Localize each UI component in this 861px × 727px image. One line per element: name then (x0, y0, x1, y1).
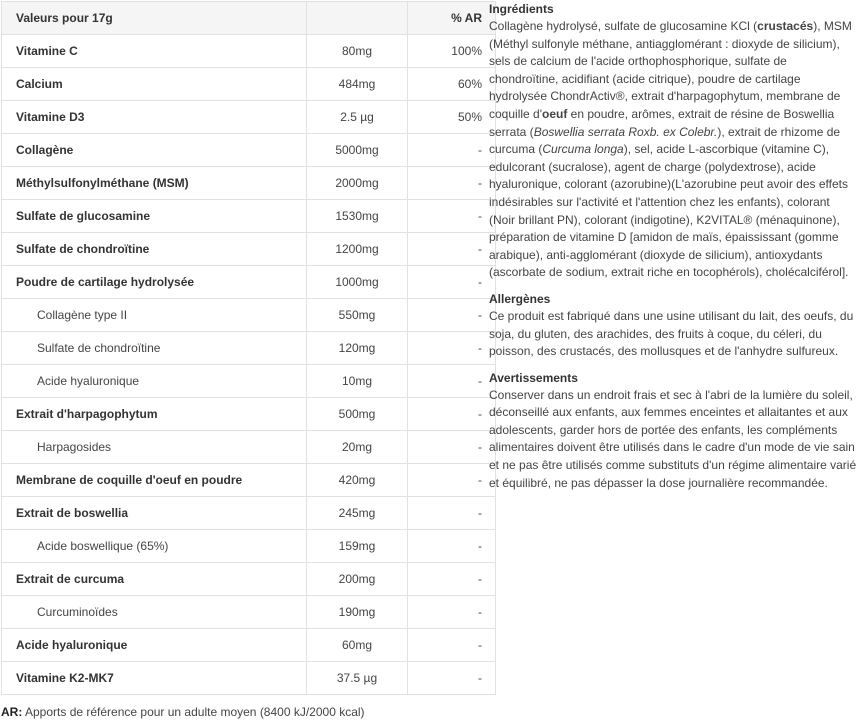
row-name: Membrane de coquille d'oeuf en poudre (2, 464, 307, 497)
table-row (2, 233, 496, 266)
table-row (2, 167, 496, 200)
row-name: Sulfate de glucosamine (2, 200, 307, 233)
row-amount: 20mg (307, 431, 408, 464)
header-amount (307, 2, 408, 35)
warnings-text: Conserver dans un endroit frais et sec à l'abri de la lumière du soleil, déconseillé aux enfants, aux femmes enceintes et allaitantes et aux adolescents, garder hors de portée des enfants, les compléments alimentaires doivent être utilisés dans le cadre d'un mode de vie sain et ne pas être utilisés comme substituts d'un régime alimentaire varié et équilibré, ne pas dépasser la dose journalière recommandée. (489, 387, 857, 490)
row-name: Extrait d'harpagophytum (2, 398, 307, 431)
row-ar: - (408, 398, 496, 431)
row-ar: - (408, 233, 496, 266)
row-ar: - (408, 497, 496, 530)
latin-name: Curcuma longa (542, 142, 624, 157)
footnote-abbr: AR: (1, 705, 23, 719)
row-ar: 100% (408, 35, 496, 68)
row-amount: 1000mg (307, 266, 408, 299)
table-row (2, 464, 496, 497)
ingredients-part: ), sel, acide L-ascorbique (vitamine C), edulcorant (sucralose), agent de charge (polydextrose), acide hyaluronique, colorant (azorubine)(L'azorubine peut avoir des effets indésirables sur l'activité et l'attention chez les enfants), colorant (Noir brillant PN), colorant (indigotine), K2VITAL® (ménaquinone), préparation de vitamine D [amidon de maïs, épaississant (gomme arabique), anti-agglomérant (dioxyde de silicium), antioxydants (ascorbate de sodium, extrait riche en tocophérols), cholécalciférol]. (489, 142, 849, 280)
row-name: Vitamine C (2, 35, 307, 68)
row-amount: 60mg (307, 629, 408, 662)
row-name: Vitamine D3 (2, 101, 307, 134)
row-ar: - (408, 431, 496, 464)
table-row (2, 266, 496, 299)
row-ar: - (408, 266, 496, 299)
table-row (2, 398, 496, 431)
header-ar: % AR (408, 2, 496, 35)
table-row (2, 563, 496, 596)
row-ar: - (408, 464, 496, 497)
row-name: Collagène (2, 134, 307, 167)
row-name: Acide boswellique (65%) (2, 530, 307, 563)
table-row (2, 68, 496, 101)
table-row (2, 134, 496, 167)
row-amount: 550mg (307, 299, 408, 332)
row-amount: 159mg (307, 530, 408, 563)
row-amount: 245mg (307, 497, 408, 530)
row-name: Curcuminoïdes (2, 596, 307, 629)
table-row (2, 431, 496, 464)
row-ar: - (408, 134, 496, 167)
ingredients-title: Ingrédients (489, 2, 554, 16)
table-row (2, 200, 496, 233)
row-amount: 500mg (307, 398, 408, 431)
row-ar: - (408, 596, 496, 629)
row-amount: 2.5 µg (307, 101, 408, 134)
row-name: Sulfate de chondroïtine (2, 332, 307, 365)
table-row (2, 299, 496, 332)
table-row (2, 530, 496, 563)
header-name: Valeurs pour 17g (2, 2, 307, 35)
allergens-text: Ce produit est fabriqué dans une usine utilisant du lait, des oeufs, du soja, du gluten, des arachides, des fruits à coque, du céleri, du poisson, des crustacés, des mollusques et de l'anhydre sulfureux. (489, 308, 854, 359)
row-amount: 484mg (307, 68, 408, 101)
row-name: Calcium (2, 68, 307, 101)
row-ar: - (408, 299, 496, 332)
row-ar: 50% (408, 101, 496, 134)
row-amount: 420mg (307, 464, 408, 497)
row-amount: 1200mg (307, 233, 408, 266)
row-ar: - (408, 167, 496, 200)
row-ar: - (408, 365, 496, 398)
row-amount: 190mg (307, 596, 408, 629)
row-ar: - (408, 332, 496, 365)
row-name: Acide hyaluronique (2, 365, 307, 398)
row-amount: 200mg (307, 563, 408, 596)
allergen-highlight: crustacés (757, 19, 814, 33)
table-row (2, 497, 496, 530)
row-name: Extrait de curcuma (2, 563, 307, 596)
row-amount: 80mg (307, 35, 408, 68)
ingredients-part: ), MSM (Méthyl sulfonyle méthane, antiagglomérant : dioxyde de silicium), sels de calcium de l'acide orthophosphorique, sulfate de chondroïtine, acidifiant (acide citrique), poudre de cartilage hydrolysée ChondrActiv®, extrait d'harpagophytum, membrane de coquille d' (489, 19, 852, 121)
table-row (2, 35, 496, 68)
row-name: Acide hyaluronique (2, 629, 307, 662)
row-name: Collagène type II (2, 299, 307, 332)
row-amount: 5000mg (307, 134, 408, 167)
row-name: Vitamine K2-MK7 (2, 662, 307, 695)
row-amount: 1530mg (307, 200, 408, 233)
table-footnote (1, 705, 365, 719)
row-name: Sulfate de chondroïtine (2, 233, 307, 266)
row-name: Extrait de boswellia (2, 497, 307, 530)
row-name: Poudre de cartilage hydrolysée (2, 266, 307, 299)
allergen-highlight: oeuf (542, 106, 568, 121)
ingredients-section (489, 1, 857, 282)
ingredients-part: ), extrait de rhizome de curcuma ( (489, 124, 841, 157)
table-header-row (2, 2, 496, 35)
row-name: Harpagosides (2, 431, 307, 464)
allergens-section (489, 291, 857, 361)
nutrition-table-body (2, 35, 496, 695)
row-amount: 2000mg (307, 167, 408, 200)
row-amount: 37.5 µg (307, 662, 408, 695)
warnings-title: Avertissements (489, 370, 578, 385)
row-ar: - (408, 563, 496, 596)
warnings-section (489, 370, 857, 493)
row-ar: - (408, 530, 496, 563)
table-row (2, 101, 496, 134)
row-amount: 10mg (307, 365, 408, 398)
row-ar: - (408, 200, 496, 233)
ingredients-part: Collagène hydrolysé, sulfate de glucosamine KCl ( (489, 19, 758, 33)
table-row (2, 662, 496, 695)
nutrition-table (1, 1, 496, 695)
table-row (2, 629, 496, 662)
row-name: Méthylsulfonylméthane (MSM) (2, 167, 307, 200)
table-row (2, 596, 496, 629)
ingredients-part: en poudre, arômes, extrait de résine de Boswellia serrata ( (489, 106, 835, 139)
table-row (2, 365, 496, 398)
footnote-text: Apports de référence pour un adulte moyen (8400 kJ/2000 kcal) (22, 705, 365, 719)
row-ar: 60% (408, 68, 496, 101)
latin-name: Boswellia serrata Roxb. ex Colebr. (533, 124, 718, 139)
allergens-title: Allergènes (489, 291, 551, 306)
row-ar: - (408, 662, 496, 695)
row-amount: 120mg (307, 332, 408, 365)
ingredients-text (489, 18, 857, 282)
table-row (2, 332, 496, 365)
row-ar: - (408, 629, 496, 662)
product-info (489, 1, 857, 501)
